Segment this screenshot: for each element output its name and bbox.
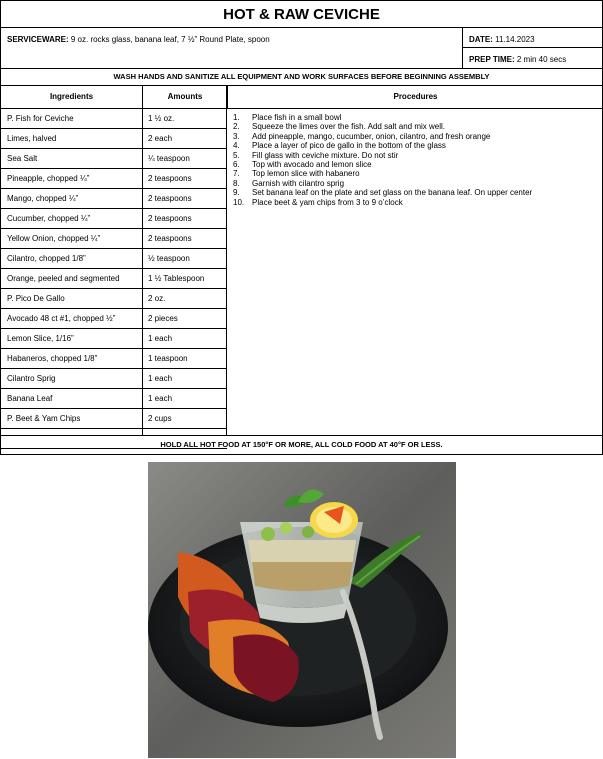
ingredients-table [1, 109, 227, 449]
ingredient-name: P. Fish for Ceviche [7, 114, 74, 123]
ingredient-name: Yellow Onion, chopped ¼” [7, 234, 101, 243]
ingredient-amount: 1 each [148, 374, 173, 383]
procedure-step [233, 141, 598, 150]
prep-time-value: 2 min 40 secs [516, 55, 567, 64]
ingredient-amount: 1 ½ oz. [148, 114, 175, 123]
ingredient-row [1, 289, 227, 309]
ingredient-amount: 2 teaspoons [148, 194, 192, 203]
ingredient-row [1, 229, 227, 249]
step-number: 5. [233, 150, 240, 160]
ingredient-row [1, 149, 227, 169]
step-number: 10. [233, 197, 245, 207]
ingredient-row [1, 209, 227, 229]
step-text: Fill glass with ceviche mixture. Do not stir [252, 150, 399, 160]
ingredient-row [1, 309, 227, 329]
ingredient-row [1, 109, 227, 129]
ingredient-amount: 2 each [148, 134, 173, 143]
ingredient-name: Orange, peeled and segmented [7, 274, 120, 283]
ingredient-name: Habaneros, chopped 1/8” [7, 354, 98, 363]
step-number: 1. [233, 113, 240, 122]
hold-notice: HOLD ALL HOT FOOD AT 150°F OR MORE, ALL COLD FOOD AT 40°F OR LESS. [0, 435, 603, 455]
date-label: DATE: [469, 35, 493, 44]
ingredient-name: Banana Leaf [7, 394, 53, 403]
ingredient-name: Cilantro, chopped 1/8” [7, 254, 86, 263]
wash-notice: WASH HANDS AND SANITIZE ALL EQUIPMENT AND WORK SURFACES BEFORE BEGINNING ASSEMBLY [0, 68, 603, 86]
ingredient-name: Avocado 48 ct #1, chopped ½” [7, 314, 116, 323]
ingredient-amount: 2 teaspoons [148, 234, 192, 243]
ingredient-amount: 2 teaspoons [148, 214, 192, 223]
step-text: Place beet & yam chips from 3 to 9 o’clock [252, 197, 403, 207]
serviceware-value: 9 oz. rocks glass, banana leaf, 7 ½” Round Plate, spoon [70, 35, 270, 44]
ingredient-row [1, 389, 227, 409]
ingredient-amount: 2 oz. [148, 294, 166, 303]
step-text: Add pineapple, mango, cucumber, onion, cilantro, and fresh orange [252, 131, 491, 141]
procedure-step [233, 160, 598, 169]
ingredients-header: Ingredients [1, 86, 142, 109]
ingredient-amount: 2 cups [148, 414, 172, 423]
step-text: Garnish with cilantro sprig [252, 178, 345, 188]
serviceware-row [0, 27, 603, 69]
ingredient-row [1, 369, 227, 389]
procedure-step [233, 188, 598, 197]
ingredient-name: Cilantro Sprig [7, 374, 56, 383]
ingredient-row [1, 129, 227, 149]
step-number: 2. [233, 122, 240, 132]
ingredient-amount: ¼ teaspoon [148, 154, 190, 163]
ingredient-row [1, 329, 227, 349]
ingredient-row [1, 269, 227, 289]
procedure-step [233, 179, 598, 188]
step-number: 6. [233, 160, 240, 170]
procedures-header: Procedures [227, 86, 603, 109]
step-number: 3. [233, 131, 240, 141]
ingredient-amount: 2 pieces [148, 314, 178, 323]
ingredient-name: Cucumber, chopped ¼” [7, 214, 91, 223]
step-number: 4. [233, 141, 240, 151]
ingredient-amount: ½ teaspoon [148, 254, 190, 263]
step-text: Place a layer of pico de gallo in the bottom of the glass [252, 141, 446, 151]
step-text: Squeeze the limes over the fish. Add salt and mix well. [252, 122, 445, 132]
ingredient-name: P. Beet & Yam Chips [7, 414, 81, 423]
step-number: 9. [233, 188, 240, 198]
ingredient-amount: 1 ½ Tablespoon [148, 274, 205, 283]
prep-time [469, 55, 566, 64]
procedure-step [233, 169, 598, 178]
ingredient-name: Pineapple, chopped ¼” [7, 174, 90, 183]
serviceware-label: SERVICEWARE: [7, 35, 69, 44]
step-text: Top lemon slice with habanero [252, 169, 360, 179]
step-number: 8. [233, 178, 240, 188]
procedure-step [233, 113, 598, 122]
date-prep-box [462, 28, 603, 68]
procedure-step [233, 151, 598, 160]
plated-dish-photo [148, 462, 456, 758]
ingredient-row [1, 349, 227, 369]
procedures-list [233, 113, 598, 207]
divider [463, 47, 603, 48]
step-text: Set banana leaf on the plate and set glass on the banana leaf. On upper center [252, 188, 533, 198]
ingredient-amount: 1 teaspoon [148, 354, 188, 363]
ingredient-row [1, 409, 227, 429]
ingredient-amount: 2 teaspoons [148, 174, 192, 183]
ingredient-row [1, 169, 227, 189]
procedure-step [233, 132, 598, 141]
step-text: Top with avocado and lemon slice [252, 160, 372, 170]
date-value: 11.14.2023 [495, 35, 535, 44]
ingredient-name: P. Pico De Gallo [7, 294, 65, 303]
ingredient-name: Limes, halved [7, 134, 57, 143]
serviceware [7, 35, 270, 44]
recipe-title: HOT & RAW CEVICHE [0, 0, 603, 28]
ingredient-row [1, 249, 227, 269]
ingredient-name: Sea Salt [7, 154, 38, 163]
ingredient-name: Mango, chopped ¼” [7, 194, 79, 203]
step-text: Place fish in a small bowl [252, 113, 342, 122]
procedure-step [233, 122, 598, 131]
ingredient-name: Lemon Slice, 1/16” [7, 334, 74, 343]
procedure-step [233, 198, 598, 207]
step-number: 7. [233, 169, 240, 179]
ingredient-row [1, 189, 227, 209]
ingredient-amount: 1 each [148, 334, 173, 343]
recipe-grid [0, 86, 603, 436]
ingredient-amount: 1 each [148, 394, 173, 403]
date [469, 35, 535, 44]
prep-time-label: PREP TIME: [469, 55, 515, 64]
amounts-header: Amounts [142, 86, 227, 109]
